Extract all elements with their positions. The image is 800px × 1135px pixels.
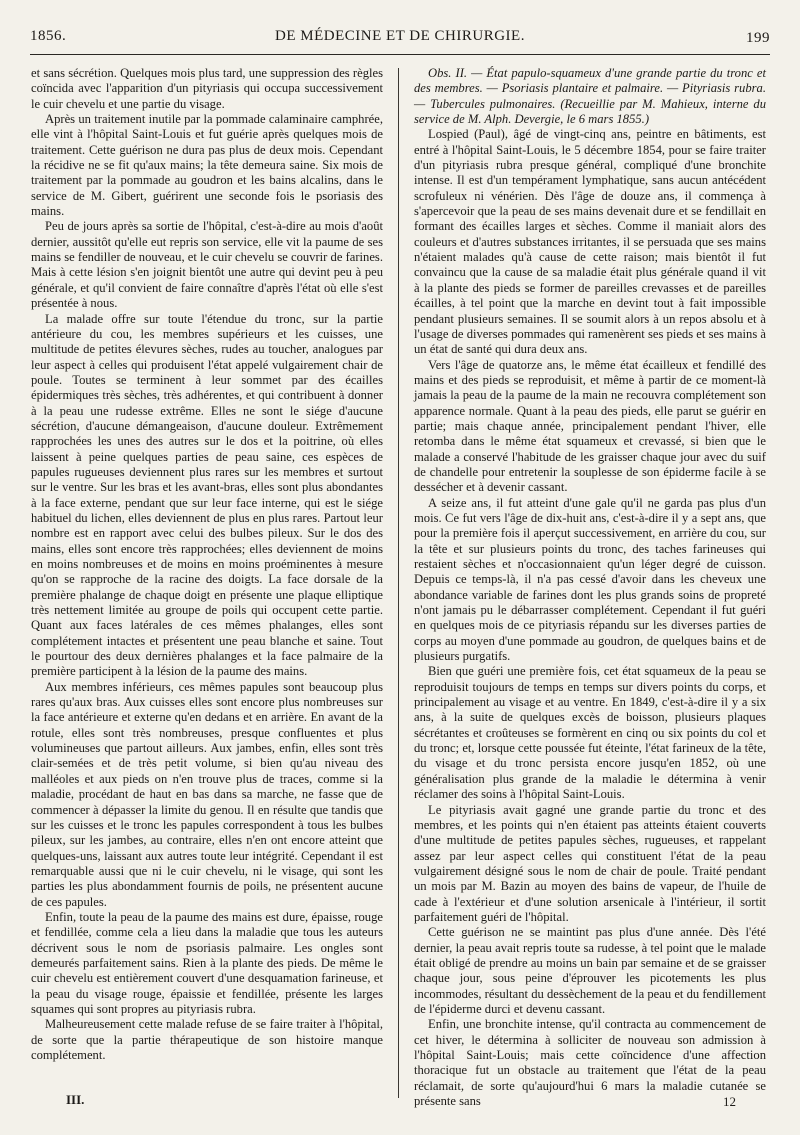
paragraph: Après un traitement inutile par la pommade calaminaire camphrée, elle vint à l'hôpital Saint-Louis et fut guérie après quelques mois de traitement. Cette guérison ne dura pas plus de deux mois. Cependant la récidive ne se fit qu'aux mains; la tête demeura saine. Six mois de traitement par la pommade au goudron et les bains alcalins, dans le service de M. Gibert, guérirent une seconde fois le psoriasis des mains. <box>31 112 383 219</box>
signature-mark: 12 <box>723 1094 736 1109</box>
running-header <box>30 28 770 55</box>
paragraph: Aux membres inférieurs, ces mêmes papules sont beaucoup plus rares qu'aux bras. Aux cuisses elles sont encore plus nombreuses sur la face antérieure et externe qu'en dedans et en arrière. En avant de la rotule, elles sont très nombreuses, presque confluentes et plus volumineuses que partout ailleurs. Aux jambes, enfin, elles sont très clair-semées et de très petit volume, si bien qu'au niveau des malléoles et aux pieds on n'en trouve plus de traces, comme si la maladie, procédant de haut en bas dans sa marche, ne fasse que de commencer à dépasser la limite du genou. Il en résulte que tandis que sur les cuisses et le tronc les papules correspondent à tous les bulbes pileux, sur les jambes, au contraire, elles n'en ont encore atteint que quelques-uns, laissant aux autres toute leur intégrité. Cependant il est remarquable aussi que ni le cuir chevelu, ni le visage, qui sont les parties les plus abondamment fournis de poils, ne présentent aucune de ces papules. <box>31 679 383 909</box>
observation-heading: Obs. II. — État papulo-squameux d'une grande partie du tronc et des membres. — Psoriasis plantaire et palmaire. — Pityriasis rubra. — Tubercules pulmonaires. (Recueillie par M. Mahieux, interne du service de M. Alph. Devergie, le 6 mars 1855.) <box>414 66 766 127</box>
volume-mark: III. <box>66 1092 85 1107</box>
paragraph: Le pityriasis avait gagné une grande partie du tronc et des membres, et les points qui n'en étaient pas atteints étaient couverts d'une multitude de petites papules sèches, rugueuses, et rappelant assez par leur aspect celles qui constituent l'état de la peau vulgairement désigné sous le nom de chair de poule. Traité pendant un mois par M. Bazin au moyen des bains de vapeur, de l'huile de cade à l'extérieur et d'une solution arsenicale à l'intérieur, il sortit parfaitement guéri de l'hôpital. <box>414 802 766 924</box>
paragraph: Bien que guéri une première fois, cet état squameux de la peau se reproduisit toujours de temps en temps sur divers points du corps, et principalement au visage et au ventre. En 1849, c'est-à-dire il y a six ans, à la suite de quelques excès de boisson, plusieurs plaques sécrétantes et croûteuses se formèrent en cinq ou six points du col et du tronc; et, lorsque cette poussée fut éteinte, l'état farineux de la tête, du visage et du tronc persista encore jusqu'en 1852, où une généralisation plus grande de la maladie le détermina à venir réclamer des soins à l'hôpital Saint-Louis. <box>414 664 766 802</box>
paragraph: A seize ans, il fut atteint d'une gale qu'il ne garda pas plus d'un mois. Ce fut vers l'âge de dix-huit ans, c'est-à-dire il y a sept ans, que pour la première fois il aperçut successivement, en arrière du cou, sur la tête et sur plusieurs points du tronc, des taches farineuses qui restaient sèches et n'occasionnaient qu'un léger degré de cuisson. Depuis ce temps-là, il n'a pas cessé d'avoir dans les cheveux une abondance variable de farines dont les plus grands soins de propreté n'ont jamais pu le débarrasser complétement. Cependant il fut guéri en quelques mois de ce pityriasis répandu sur les diverses parties de corps au moyen d'une pommade au goudron, de quelques bains et de plusieurs purgatifs. <box>414 495 766 664</box>
paragraph: Enfin, une bronchite intense, qu'il contracta au commencement de cet hiver, le détermina à solliciter de nouveau son admission à l'hôpital Saint-Louis; mais cette coïncidence d'une affection thoracique fut un obstacle au traitement que l'état de la peau réclamait, de sorte qu'aujourd'hui 6 mars la maladie cutanée se présente sans <box>414 1017 766 1109</box>
paragraph: Lospied (Paul), âgé de vingt-cinq ans, peintre en bâtiments, est entré à l'hôpital Saint-Louis, le 5 décembre 1854, pour se faire traiter d'un pityriasis rubra presque général, compliqué d'une bronchite intense. Il est d'un tempérament lymphatique, sans aucun antécédent scrofuleux ni vénérien. Dès l'âge de douze ans, il commença à s'apercevoir que la peau de ses mains devenait dure et se fendillait en formant des écailles larges et sèches. Comme il maniait alors des couleurs et d'autres substances irritantes, il se persuada que ses mains n'étaient malades qu'à cause de cette raison; mais bientôt il fut convaincu que la cause de sa maladie était plus générale quand il vit à la plante des pieds se former de pareilles crevasses et de pareilles écailles, à tel point que la marche en devint tout à fait impossible pendant plusieurs semaines. Il se soumit alors à un repos absolu et à l'usage de diverses pommades qui ramenèrent ses pieds et ses mains à un état de santé qui dura deux ans. <box>414 127 766 357</box>
paragraph: Enfin, toute la peau de la paume des mains est dure, épaisse, rouge et fendillée, comme cela a lieu dans la maladie que tous les auteurs décrivent sous le nom de psoriasis palmaire. Les ongles sont demeurés parfaitement sains. Rien à la plante des pieds. De même le cuir chevelu est entièrement couvert d'une desquamation farineuse, et la peau du visage rouge, épaissie et fendillée, présente les larges squames qui sont propres au pityriasis rubra. <box>31 909 383 1016</box>
paragraph: et sans sécrétion. Quelques mois plus tard, une suppression des règles coïncida avec l'apparition d'un pityriasis qui occupa successivement le cuir chevelu et une partie du visage. <box>31 66 383 111</box>
paragraph: Cette guérison ne se maintint pas plus d'une année. Dès l'été dernier, la peau avait repris toute sa rudesse, à tel point que le malade était obligé de prendre au moins un bain par semaine et de se graisser chaque jour, sous peine d'éprouver les picotements les plus incommodes, résultant du dessèchement de la peau et du fendillement de l'épiderme durci et devenu cassant. <box>414 925 766 1016</box>
paragraph: La malade offre sur toute l'étendue du tronc, sur la partie antérieure du cou, les membres supérieurs et les cuisses, une multitude de petites élevures sèches, rudes au toucher, analogues par leur aspect à celles qui produisent l'état appelé vulgairement chair de poule. Toutes se terminent à leur sommet par des écailles épidermiques très sèches, très adhérentes, et qui contribuent à donner à la peau une rudesse extrême. Elles ne sont le siége d'aucune sécrétion, d'aucune démangeaison, d'aucune douleur. Extrêmement rapprochées les unes des autres sur le dos et la poitrine, où elles laissent à peine quelques parties de peau saine, ces espèces de papules rugueuses deviennent plus rares sur les membres et surtout sur le ventre. Sur les bras et les avant-bras, elles sont plus abondantes à la face externe, pendant que sur leur face interne, qui est le siége habituel du lichen, elles deviennent de plus en plus rares. Partout leur nombre est en rapport avec celui des bulbes pileux. Sur le dos des mains, elles sont encore très rapprochées; elles deviennent de moins en moins nombreuses et de moins en moins proéminentes à mesure qu'on se rapproche de la racine des doigts. La face dorsale de la première phalange de chaque doigt en présente une plaque elliptique très nettement limitée au groupe de poils qui occupent cette partie. Quant aux faces latérales de ces mêmes phalanges, elles sont complétement intactes et présentent une peau blanche et saine. Tout le pourtour des deux dernières phalanges et la face palmaire de la première participent à la lésion de la paume des mains. <box>31 311 383 679</box>
page-number: 199 <box>746 30 770 46</box>
column-divider <box>398 68 399 1098</box>
paragraph: Malheureusement cette malade refuse de se faire traiter à l'hôpital, de sorte que la partie thérapeutique de son histoire manque complétement. <box>31 1017 383 1062</box>
right-column <box>414 66 766 1109</box>
header-journal-title: DE MÉDECINE ET DE CHIRURGIE. <box>275 28 525 44</box>
paragraph: Vers l'âge de quatorze ans, le même état écailleux et fendillé des mains et des pieds se reproduisit, et même à partir de ce moment-là jamais la peau de la paume de la main ne recouvra complétement son apparence normale. Quant à la peau des pieds, elle parut se guérir en partie; mais chaque année, principalement pendant l'hiver, elle retomba dans le même état squameux et crevassé, si bien que le malade a conservé l'habitude de les graisser chaque jour avec du suif de chandelle pour entretenir la souplesse de son épiderme facile à se dessécher et à devenir cassant. <box>414 357 766 495</box>
left-column <box>31 66 383 1063</box>
header-year: 1856. <box>30 28 67 44</box>
paragraph: Peu de jours après sa sortie de l'hôpital, c'est-à-dire au mois d'août dernier, aussitôt qu'elle eut repris son service, elle vit la paume de ses mains se fendiller de nouveau, et le cuir chevelu se couvrir de farines. Mais à cette lésion s'en joignit bientôt une autre qui devint peu à peu générale, et qu'il convient de faire connaître d'après l'état où elle s'est présentée à nous. <box>31 219 383 311</box>
